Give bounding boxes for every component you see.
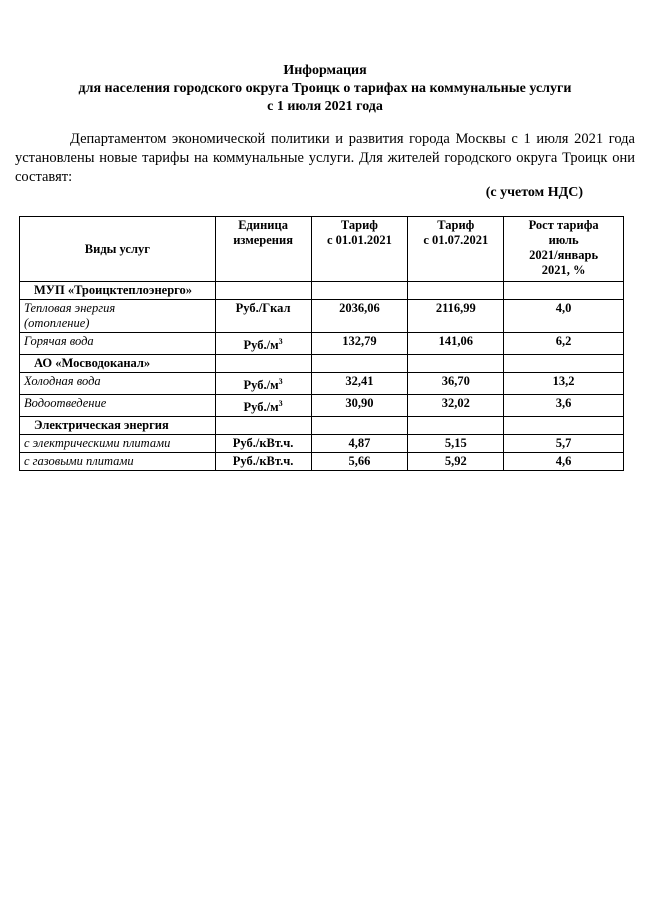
title-line-3: с 1 июля 2021 года	[267, 99, 383, 114]
unit-text: Руб./Гкал	[235, 301, 291, 315]
table-row	[20, 395, 624, 417]
unit-cell	[215, 373, 311, 395]
unit-cell	[215, 453, 311, 471]
document-title	[0, 62, 650, 116]
unit-cell	[215, 333, 311, 355]
service-name	[20, 333, 216, 355]
unit-exponent: 3	[278, 377, 283, 387]
growth-value: 5,7	[504, 435, 624, 453]
growth-value: 6,2	[504, 333, 624, 355]
unit-text: Руб./кВт.ч.	[232, 436, 294, 451]
table-row	[20, 435, 624, 453]
unit-cell	[215, 395, 311, 417]
tariff-jan-value: 5,66	[311, 453, 408, 471]
empty-cell	[215, 282, 311, 300]
table-header-row	[20, 217, 624, 282]
unit-text: Руб./м	[243, 338, 279, 353]
header-tariff-jul: Тариф с 01.07.2021	[408, 217, 504, 282]
growth-value: 3,6	[504, 395, 624, 417]
tariff-jan-value: 132,79	[311, 333, 408, 355]
empty-cell	[504, 355, 624, 373]
title-line-2: для населения городского округа Троицк о тарифах на коммунальные услуги	[78, 81, 572, 96]
tariff-jul-value: 32,02	[408, 395, 504, 417]
service-name-line: с газовыми плитами	[24, 454, 134, 469]
title-line-1: Информация	[283, 63, 367, 78]
empty-cell	[408, 417, 504, 435]
empty-cell	[504, 282, 624, 300]
service-name-line: Горячая вода	[24, 334, 94, 348]
header-unit: Единица измерения	[215, 217, 311, 282]
empty-cell	[504, 417, 624, 435]
service-name-line: Водоотведение	[24, 396, 107, 411]
tariff-jul-value: 5,15	[408, 435, 504, 453]
empty-cell	[408, 355, 504, 373]
group-name: АО «Мосводоканал»	[20, 355, 216, 373]
empty-cell	[215, 417, 311, 435]
unit-text: Руб./м	[243, 378, 279, 393]
empty-cell	[311, 355, 408, 373]
service-name-line: Тепловая энергия	[24, 301, 116, 315]
tariff-jan-value: 4,87	[311, 435, 408, 453]
tariff-jul-value: 5,92	[408, 453, 504, 471]
tariff-jul-value: 2116,99	[408, 300, 504, 333]
group-row	[20, 282, 624, 300]
group-row	[20, 417, 624, 435]
unit-text: Руб./м	[243, 400, 279, 415]
unit-cell	[215, 300, 311, 333]
unit-text: Руб./кВт.ч.	[232, 454, 294, 469]
empty-cell	[408, 282, 504, 300]
service-name	[20, 395, 216, 417]
growth-value: 4,6	[504, 453, 624, 471]
service-name	[20, 300, 216, 333]
tariff-table	[19, 216, 624, 471]
unit-cell	[215, 435, 311, 453]
table-body	[20, 282, 624, 471]
service-name-line: с электрическими плитами	[24, 436, 171, 451]
intro-paragraph	[15, 130, 635, 187]
empty-cell	[311, 282, 408, 300]
unit-exponent: 3	[278, 399, 283, 409]
group-name: МУП «Троицктеплоэнерго»	[20, 282, 216, 300]
group-name: Электрическая энергия	[20, 417, 216, 435]
growth-value: 13,2	[504, 373, 624, 395]
service-name	[20, 453, 216, 471]
tariff-jul-value: 36,70	[408, 373, 504, 395]
empty-cell	[215, 355, 311, 373]
unit-exponent: 3	[278, 337, 283, 346]
growth-value: 4,0	[504, 300, 624, 333]
tariff-jan-value: 30,90	[311, 395, 408, 417]
vat-note: (с учетом НДС)	[485, 185, 583, 200]
table-row	[20, 333, 624, 355]
tariff-jan-value: 32,41	[311, 373, 408, 395]
service-name	[20, 373, 216, 395]
group-row	[20, 355, 624, 373]
service-name-line: (отопление)	[24, 316, 90, 330]
empty-cell	[311, 417, 408, 435]
intro-text: Департаментом экономической политики и развития города Москвы с 1 июля 2021 года установлены новые тарифы на коммунальные услуги. Для жителей городского округа Троицк они составят:	[15, 131, 635, 185]
table-row	[20, 373, 624, 395]
header-growth: Рост тарифа июль 2021/январь 2021, %	[504, 217, 624, 282]
service-name	[20, 435, 216, 453]
tariff-jul-value: 141,06	[408, 333, 504, 355]
header-service: Виды услуг	[20, 217, 216, 282]
table-row	[20, 453, 624, 471]
table-row	[20, 300, 624, 333]
service-name-line: Холодная вода	[24, 374, 101, 389]
header-tariff-jan: Тариф с 01.01.2021	[311, 217, 408, 282]
tariff-jan-value: 2036,06	[311, 300, 408, 333]
